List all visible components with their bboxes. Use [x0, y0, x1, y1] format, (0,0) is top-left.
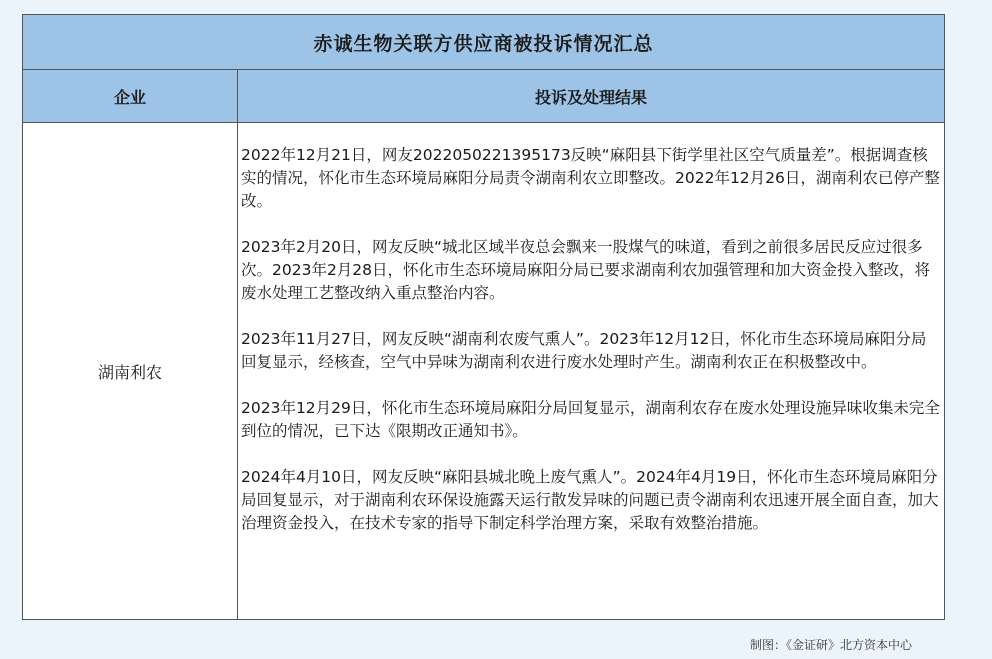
complaint-entry: 2024年4月10日，网友反映“麻阳县城北晚上废气熏人”。2024年4月19日，怀化市生态环境局麻阳分局回复显示，对于湖南利农环保设施露天运行散发异味的问题已责令湖南利农迅速开展全面自查，加大治理资金投入，在技术专家的指导下制定科学治理方案，采取有效整治措施。 — [241, 468, 939, 532]
complaint-entry: 2023年12月29日，怀化市生态环境局麻阳分局回复显示，湖南利农存在废水处理设施异味收集未完全到位的情况，已下达《限期改正通知书》。 — [241, 399, 940, 440]
result-cell — [241, 144, 941, 558]
header-company: 企业 — [113, 87, 146, 107]
complaints-table — [22, 14, 945, 620]
complaint-entry: 2023年11月27日，网友反映“湖南利农废气熏人”。2023年12月12日，怀化市生态环境局麻阳分局回复显示，经核查，空气中异味为湖南利农进行废水处理时产生。湖南利农正在积极整改中。 — [241, 330, 927, 371]
footer-credit: 制图：《金证研》北方资本中心 — [750, 638, 913, 652]
complaint-entry: 2023年2月20日，网友反映“城北区域半夜总会飘来一股煤气的味道，看到之前很多居民反应过很多次。2023年2月28日，怀化市生态环境局麻阳分局已要求湖南利农加强管理和加大资金投入整改，将废水处理工艺整改纳入重点整治内容。 — [241, 238, 931, 302]
header-result: 投诉及处理结果 — [534, 87, 647, 107]
complaint-entry: 2022年12月21日，网友2022050221395173反映“麻阳县下街学里社区空气质量差”。根据调查核实的情况，怀化市生态环境局麻阳分局责令湖南利农立即整改。2022年12月26日，湖南利农已停产整改。 — [241, 146, 940, 210]
company-cell: 湖南利农 — [97, 362, 162, 382]
column-divider — [237, 70, 238, 619]
table-row — [23, 123, 944, 619]
table-header-row — [23, 70, 944, 123]
table-title: 赤诚生物关联方供应商被投诉情况汇总 — [23, 15, 944, 70]
